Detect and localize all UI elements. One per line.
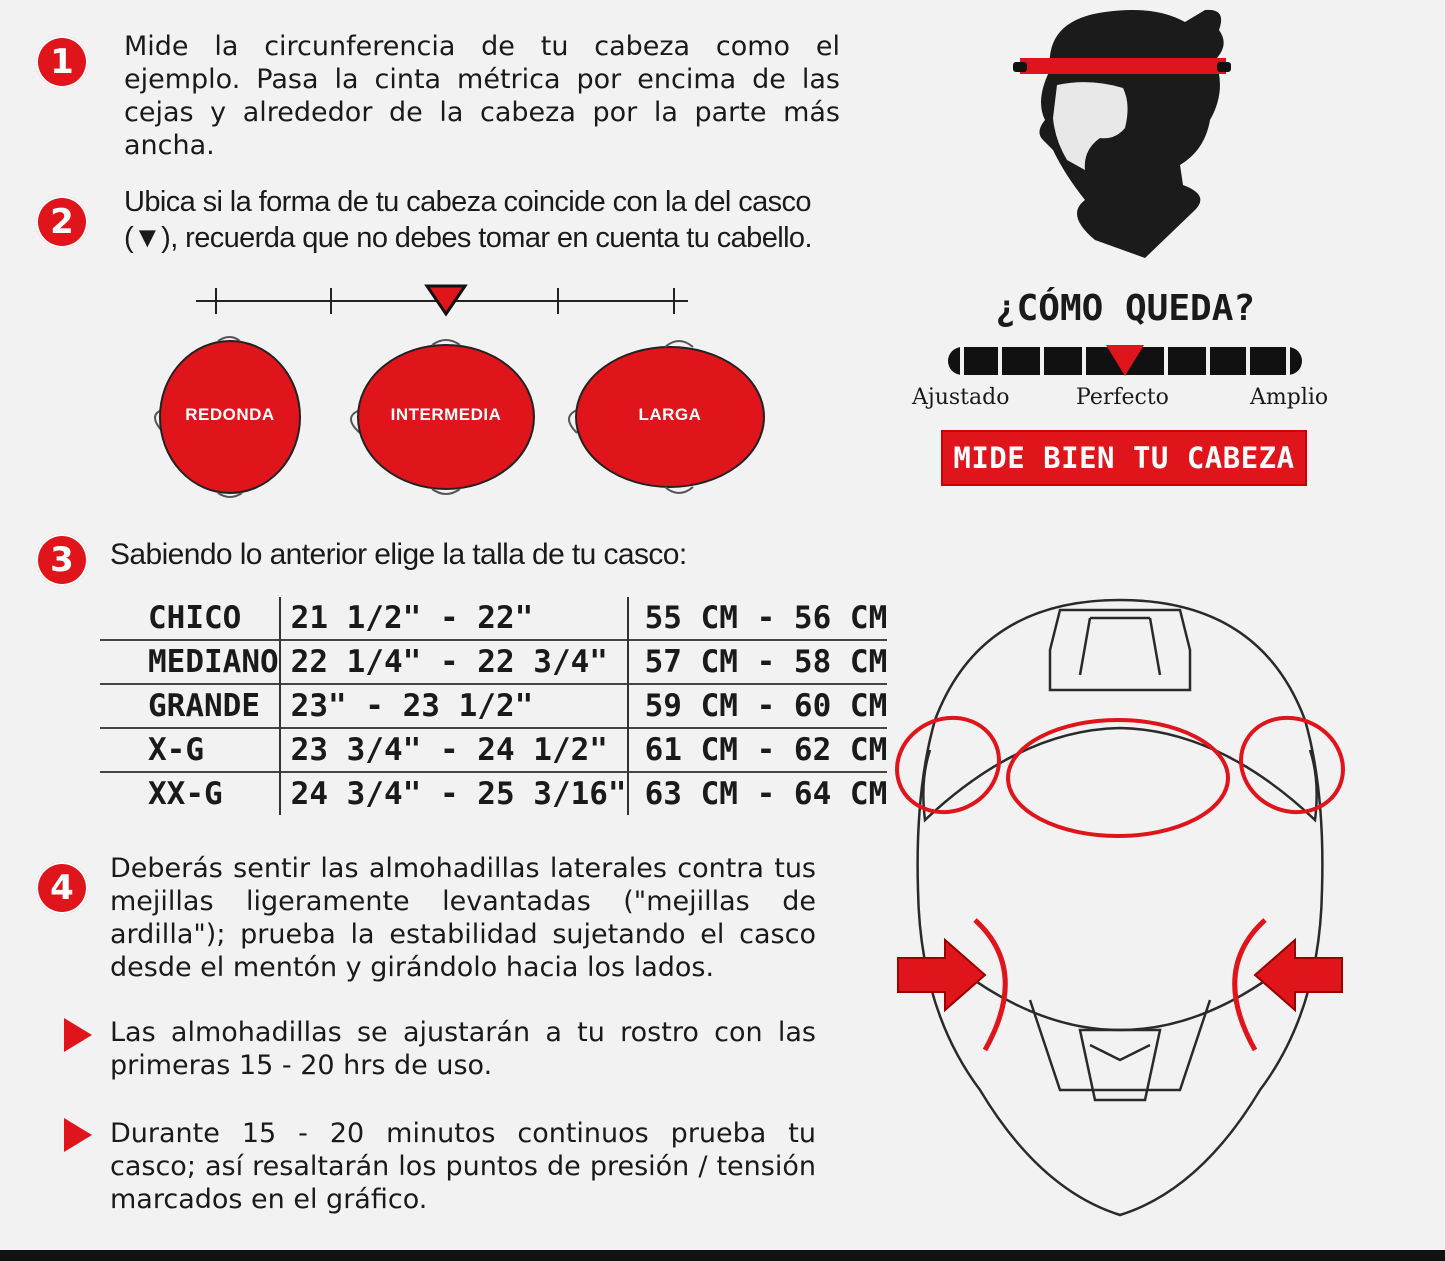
size-name: X-G — [148, 732, 204, 768]
bullet-2-text: Durante 15 - 20 minutos continuos prueba tu casco; así resaltarán los puntos de presión / tensión marcados en el gráfico. — [110, 1118, 816, 1215]
fit-label-perfecto: Perfecto — [1076, 385, 1169, 410]
step-4-text: Deberás sentir las almohadillas laterales contra tus mejillas ligeramente levantadas ("mejillas de ardilla"); prueba la estabilidad sujetando el casco desde el mentón y girándolo hacia los lados. — [110, 853, 816, 983]
size-inches: 23" - 23 1/2" — [280, 684, 628, 728]
shape-label-intermedia: INTERMEDIA — [390, 405, 502, 424]
table-row — [100, 728, 887, 772]
bullet-arrow-icon — [64, 1018, 92, 1052]
size-name: CHICO — [148, 600, 242, 636]
table-row — [100, 772, 887, 815]
size-name: XX-G — [148, 776, 223, 812]
step-2-line2: (▼), recuerda que no debes tomar en cuenta tu cabello. — [124, 222, 812, 254]
arrow-right-icon — [1255, 940, 1342, 1010]
size-cm: 63 CM - 64 CM — [628, 772, 888, 815]
table-row — [100, 640, 887, 684]
size-name: GRANDE — [148, 688, 260, 724]
arrow-left-icon — [898, 940, 985, 1010]
helmet-pressure-diagram — [890, 590, 1350, 1230]
size-name: MEDIANO — [148, 644, 279, 680]
size-cm: 55 CM - 56 CM — [628, 597, 888, 640]
measuring-tape — [1020, 58, 1226, 74]
table-row — [100, 597, 887, 640]
table-row — [100, 684, 887, 728]
size-cm: 59 CM - 60 CM — [628, 684, 888, 728]
size-inches: 23 3/4" - 24 1/2" — [280, 728, 628, 772]
size-cm: 57 CM - 58 CM — [628, 640, 888, 684]
size-inches: 22 1/4" - 22 3/4" — [280, 640, 628, 684]
size-inches: 24 3/4" - 25 3/16" — [280, 772, 628, 815]
bullet-arrow-icon — [64, 1118, 92, 1152]
fit-title: ¿CÓMO QUEDA? — [994, 288, 1256, 329]
pressure-zone-forehead — [1008, 720, 1228, 836]
fit-label-ajustado: Ajustado — [912, 385, 1010, 410]
fit-gauge — [944, 342, 1306, 382]
step-2-number: 2 — [36, 196, 88, 248]
bullet-1-text: Las almohadillas se ajustarán a tu rostro con las primeras 15 - 20 hrs de uso. — [110, 1017, 816, 1081]
fit-label-amplio: Amplio — [1250, 385, 1329, 410]
step-4-number: 4 — [36, 862, 88, 914]
shape-label-redonda: REDONDA — [185, 405, 275, 424]
size-table — [100, 597, 887, 815]
step-1-text: Mide la circunferencia de tu cabeza como el ejemplo. Pasa la cinta métrica por encima de las cejas y alrededor de la cabeza por la parte más ancha. — [124, 31, 840, 161]
head-measure-illustration — [1005, 0, 1240, 258]
head-shape-scale — [196, 282, 696, 322]
bottom-bar — [0, 1250, 1445, 1261]
shape-label-larga: LARGA — [638, 405, 702, 424]
step-1-number: 1 — [36, 36, 88, 88]
step-2-line1: Ubica si la forma de tu cabeza coincide con la del casco — [124, 186, 811, 218]
size-cm: 61 CM - 62 CM — [628, 728, 888, 772]
size-inches: 21 1/2" - 22" — [280, 597, 628, 640]
step-3-text: Sabiendo lo anterior elige la talla de tu casco: — [110, 538, 687, 571]
measure-head-button[interactable]: MIDE BIEN TU CABEZA — [941, 430, 1307, 486]
step-3-number: 3 — [36, 534, 88, 586]
